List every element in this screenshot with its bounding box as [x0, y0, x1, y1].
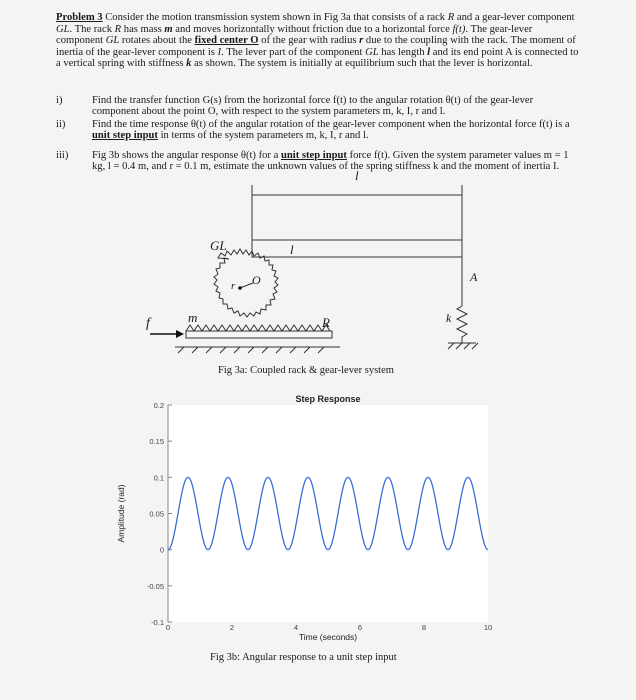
chart-title: Step Response	[295, 394, 361, 404]
item-ii-number: ii)	[56, 119, 66, 130]
intro-text-8: and moves horizontally without friction due to a horizontal force	[172, 23, 453, 35]
label-l-mid: l	[290, 242, 294, 257]
x-tick-label-5: 10	[483, 623, 493, 632]
intro-text-20: has length	[378, 46, 428, 58]
x-tick-label-3: 6	[357, 623, 363, 632]
intro-text-10: . The gear-lever component	[56, 23, 533, 47]
item-ii-text-b: in terms of the system parameters m, k, I, r and l.	[157, 130, 369, 142]
intro-text-13: fixed center O	[194, 35, 259, 47]
item-i-text: Find the transfer function G(s) from the horizontal force f(t) to the angular rotation θ(t) of the gear-lever component about the point O, with respect to the system parameters m, k, I, r and l.	[92, 95, 534, 118]
y-tick-label-2: 0	[159, 545, 164, 555]
intro-text-18: . The lever part of the component	[221, 46, 366, 58]
y-tick-label-0: -0.1	[151, 618, 164, 627]
x-tick-label-0: 0	[165, 623, 171, 632]
item-ii-underlined: unit step input	[92, 130, 158, 142]
label-gl: GL	[210, 238, 227, 253]
y-tick-label-5: 0.15	[149, 437, 164, 447]
fig3b-caption: Fig 3b: Angular response to a unit step input	[210, 652, 397, 663]
intro-text-17: I	[217, 46, 222, 58]
intro-text-21: l	[427, 46, 431, 58]
intro-text-15: r	[359, 35, 364, 47]
item-iii-text-a: Fig 3b shows the angular response θ(t) for a	[92, 150, 281, 161]
label-r: r	[231, 280, 236, 292]
intro-text-1: R	[447, 12, 455, 23]
problem-heading: Problem 3	[56, 12, 103, 23]
intro-text-7: m	[164, 23, 173, 35]
intro-text-9: f(t)	[452, 23, 466, 35]
x-tick-label-4: 8	[421, 623, 427, 632]
label-k: k	[446, 311, 452, 325]
intro-text-4: . The rack	[69, 23, 115, 35]
intro-text-2: and a gear-lever component	[454, 12, 575, 23]
item-iii-text-b: force f(t). Given the system parameter values m = 1 kg, l = 0.4 m, and r = 0.1 m, estimate the unknown values of the spring stiffness k and the moment of inertia I.	[92, 150, 569, 173]
label-rack-r: R	[322, 315, 330, 330]
intro-text-16: due to the coupling with the rack. The moment of inertia of the gear-lever component is	[56, 35, 576, 58]
item-ii-text-a: Find the time response θ(t) of the angular rotation of the gear-lever component when the horizontal force f(t) is a	[92, 119, 570, 130]
y-tick-label-4: 0.1	[153, 473, 164, 483]
intro-text-0: Consider the motion transmission system shown in Fig 3a that consists of a rack	[102, 12, 448, 23]
intro-text-22: and its end point A is connected to a vertical spring with stiffness	[56, 46, 579, 70]
intro-text-12: rotates about the	[119, 35, 195, 47]
intro-text-14: of the gear with radius	[258, 35, 360, 47]
plot-area	[168, 405, 488, 622]
y-axis-label: Amplitude (rad)	[116, 484, 126, 543]
intro-text-5: R	[114, 23, 122, 35]
y-tick-label-6: 0.2	[153, 401, 164, 410]
item-iii-number: iii)	[56, 150, 69, 161]
intro-text-11: GL	[105, 35, 120, 47]
intro-text-19: GL	[365, 46, 379, 58]
label-f: f	[146, 316, 150, 331]
label-a: A	[470, 270, 478, 284]
label-o: O	[252, 273, 261, 287]
intro-text-6: has mass	[121, 23, 165, 35]
intro-text-23: k	[186, 58, 192, 70]
item-i-number: i)	[56, 95, 63, 106]
intro-text-3: GL	[56, 23, 70, 35]
x-tick-label-1: 2	[229, 623, 235, 632]
x-tick-label-2: 4	[293, 623, 299, 632]
y-tick-label-3: 0.05	[149, 509, 164, 519]
intro-text-24: as shown. The system is initially at equilibrium such that the lever is horizontal.	[191, 58, 533, 70]
item-iii-underlined: unit step input	[280, 150, 347, 161]
x-axis-label: Time (seconds)	[298, 632, 358, 642]
fig3a-caption: Fig 3a: Coupled rack & gear-lever system	[218, 365, 394, 376]
y-tick-label-1: -0.05	[146, 581, 164, 591]
label-m: m	[188, 310, 198, 325]
label-l-top: l	[355, 168, 359, 183]
